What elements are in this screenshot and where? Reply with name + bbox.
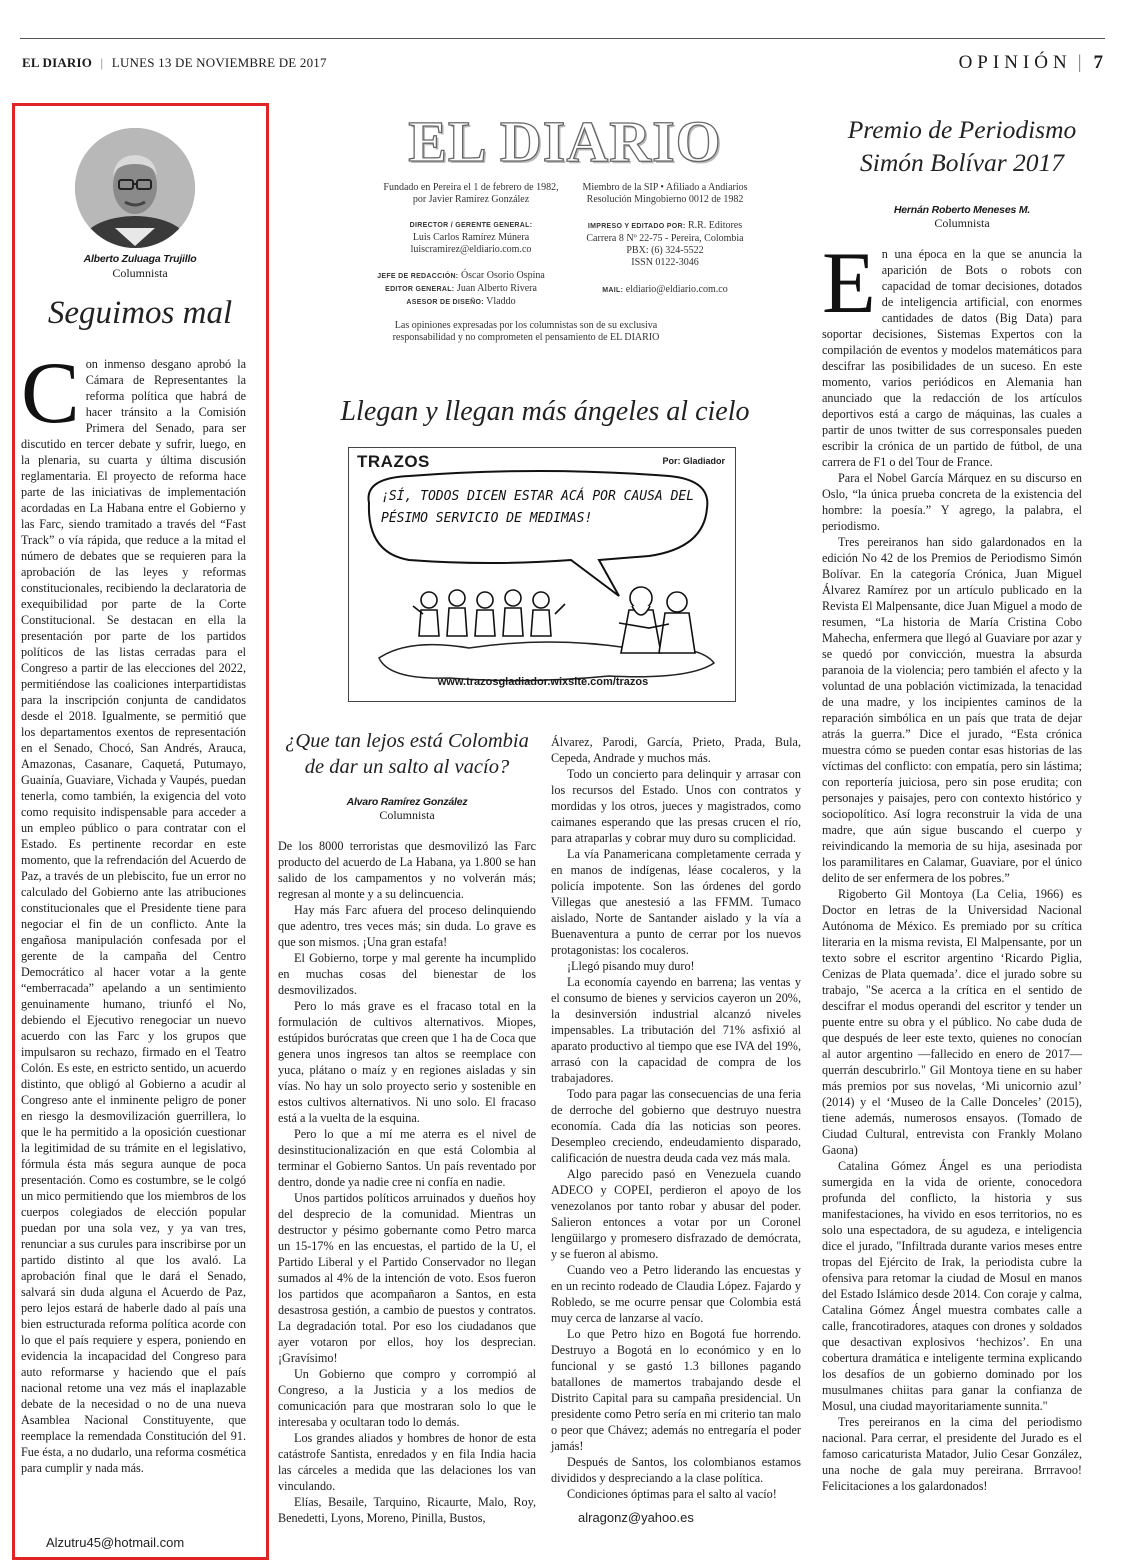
paragraph: De los 8000 terroristas que desmovilizó las Farc producto del acuerdo de La Habana, ya 1.800 se han salido de los campamentos y no volverán más; regresan al monte y a su delincuencia. [278, 839, 536, 901]
cartoon-headline: Llegan y llegan más ángeles al cielo [340, 396, 750, 427]
paragraph: El Gobierno, torpe y mal gerente ha incumplido en muchas cosas del bienestar de los desmovilizados. [278, 951, 536, 997]
paragraph: Unos partidos políticos arruinados y dueños hoy del desprecio de la comunidad. Mientras un destructor y pésimo gobernante como Petro marca un 15-17% en las encuestas, el partido de la U, el Partido Liberal y el Partido Conservador no llegan sumados al 4% de la intención de voto. Esos fueron los partidos que acompañaron a Santos, en esta desastrosa gestión, a cambio de puestos y contratos. La degradación total. Por eso los ciudadanos que ayer votaron por ellos, hoy los desprecian. ¡Gravísimo! [278, 1191, 536, 1365]
masthead-director: DIRECTOR / GERENTE GENERAL: Luis Carlos Ramírez Múnera luiscramirez@eldiario.com.co [409, 222, 533, 255]
paper-name: EL DIARIO [22, 55, 93, 70]
left-paragraph: on inmenso desgano aprobó la Cámara de Representantes la reforma política que habrá de hacer tránsito a la Comisión Primera del Senado, para ser discutido en tercer debate y sufrir, luego, en la plenaria, su cuarta y última discusión reglamentaria. El proyecto de reforma hace parte de las iniciativas de implementación acordadas en La Habana entre el Gobierno y las Farc, siendo tramitado a través del “Fast Track” o vía rápida, que reduce a la mitad el número de debates que se requieren para la aprobación de las leyes y reformas constitucionales, recibiendo la declaratoria de exequibilidad por parte de la Corte Constitucional. Se destacan en ella la presentación por parte de los partidos políticos de las listas cerradas para el Congreso a partir de las elecciones del 2022, permitiéndose las coaliciones interpartidistas para la inscripción conjunta de candidatos desde el 2018. Igualmente, se permitió que los departamentos exentos de representación en el Senado, Chocó, San Andrés, Arauca, Amazonas, Casanare, Caquetá, Putumayo, Guainía, Guaviare, Vichada y Vaupés, puedan tenerla, como también, la exigencia del voto como requisito indispensable para acceder a un empleo público o para contratar con el Estado. Es pertinente recordar en este momento, que la refrendación del Acuerdo de Paz, a través de un plebiscito, fue un error no calculado del Gobierno ante las atribuciones constitucionales que el Presidente tiene para negociar el fin de un conflicto. Ante la engañosa manipulación confesada por el gerente de la campaña del Centro Democrático al hacer votar a la gente “emberracada” apelando a un sentimiento genuinamente humano, triunfó el No, debiendo el Ejecutivo renegociar un nuevo acuerdo con las Farc y los grupos que impulsaron su rechazo, firmado en el Teatro Colón. Es este, en estricto sentido, un acuerdo distinto, que obligó al Gobierno a acudir al Congreso ante el inminente peligro de poner en riesgo la desmovilización guerrillera, lo que le ha permitido a la oposición cuestionar la legitimidad de su trámite en el legislativo, fórmula ésta más segura aunque de poca presentación. Como es costumbre, se le colgó un mico permitiendo que los miembros de los cuerpos colegiados de elección popular puedan por una sola vez, y ya van tres, renunciar a sus curules para inscribirse por un partido distinto al que los avaló. La aprobación final que le dará el Senado, salvará sin duda alguna el Acuerdo de Paz, pero lejos estará de haberle dado al país una bien estructurada reforma política acorde con lo que el país requiere y espera, poniendo en evidencia la incapacidad del Congreso para auto reformarse y haciendo que el país nacional retome una vez más el inaplazable debate de la necesidad o no de una nueva Asamblea Nacional Constituyente, que reemplace la remendada Constitución del 91. Fue ésta, a no dudarlo, una reforma cosmética para cumplir y nada más. [21, 357, 246, 1475]
masthead-founded: Fundado en Pereira el 1 de febrero de 1982, por Javier Ramírez González [383, 182, 559, 205]
header-date: LUNES 13 DE NOVIEMBRE DE 2017 [111, 55, 327, 70]
masthead-member: Miembro de la SIP • Afiliado a Andiarios Resolución Mingobierno 0012 de 1982 [582, 182, 748, 205]
author-avatar [75, 128, 195, 248]
header-separator-right: | [1077, 52, 1082, 73]
left-article-body [21, 345, 246, 1476]
right-article-body [822, 235, 1082, 1494]
right-article-title: Premio de Periodismo Simón Bolívar 2017 [847, 115, 1077, 177]
author-portrait-icon [75, 128, 195, 248]
left-article-title: Seguimos mal [47, 295, 233, 331]
right-dropcap: E [822, 235, 876, 332]
paragraph: Algo parecido pasó en Venezuela cuando ADECO y COPEI, perdieron el apoyo de los venezolanos por tanto robar y abusar del poder. Salieron entonces a votar por un Coronel lengüilargo y promesero disfrazado de demócrata, y se fueron al abismo. [551, 1167, 801, 1261]
paragraph: n una época en la que se anuncia la aparición de Bots o robots con capacidad de tomar decisiones, dotados de inteligencia artificial, con enormes cantidades de datos (Big Data) para soportar decisiones, Sistemas Expertos con la compilación de eventos y modelos matemáticos para descifrar las posibilidades de un suceso. En este momento, varios periódicos en Alemania han anunciado que la redacción de los artículos deportivos está a cargo de máquinas, las cuales a partir de unos twitter de sus corresponsales pueden escribir la crónica de un partido de fútbol, de una carrera de F1 o del Tour de France. [822, 247, 1082, 469]
paragraph: Elías, Besaile, Tarquino, Ricaurte, Malo, Roy, Benedetti, Lyons, Moreno, Pinilla, Bustos, [278, 1495, 536, 1525]
paragraph: Para el Nobel García Márquez en su discurso en Oslo, “la única prueba concreta de la existencia del hombre: la poesía.” Y agrego, la palabra, el periodismo. [822, 471, 1082, 533]
paragraph: Catalina Gómez Ángel es una periodista sumergida en la vida de oriente, conocedora profunda del conflicto, la historia y sus manifestaciones, ha vivido en esos territorios, no es solo una espectadora, de su agudeza, e inteligencia dice el jurado, "Infiltrada durante varios meses entre tropas del Ejército de Irak, la periodista cubre la ofensiva para retomar la ciudad de Mosul en manos del Estado Islámico desde 2014. Con coraje y calma, Catalina Gómez Ángel muestra combates calle a calle, francotiradores, ataques con drones y soldados que desactivan explosivos ‘hechizos’. En una cobertura dramática e inteligente termina explicando los desafíos de un gobierno dominado por los musulmanes chiitas para ganar la confianza de Mosul, una ciudad mayoritariamente sunnita." [822, 1159, 1082, 1413]
paragraph: Rigoberto Gil Montoya (La Celia, 1966) es Doctor en letras de la Universidad Nacional Autónoma de México. Es premiado por su crítica literaria en la misma revista, El Malpensante, por un texto sobre el escritor argentino ‘Ricardo Piglia, Cenizas de Plata quemada’. dice el jurado sobre su trabajo, "Se acerca a la crítica en el sentido de descifrar el modus operandi del escritor y tender un puente entre su obra y el público. No cabe duda de que después de leer este texto, quienes no conocían al autor argentino —fallecido en enero de 2017— querrán descubrirlo." Gil Montoya tiene en su haber más premios por sus novelas, ‘Mi unicornio azul’ (2014) y el ‘Museo de la Calle Donceles’ (2015), tiene además, numerosos ensayos. (Tomado de Ciudad Cultural, entrevista con Frankly Molano Gaona) [822, 887, 1082, 1157]
paragraph: La economía cayendo en barrena; las ventas y el consumo de bienes y servicios cayeron un 20%, la desinversión industrial alcanzó niveles impensables. La tributación del 71% asfixió al aparato productivo al tiempo que ese IVA del 19%, arrasó con la capacidad de compra de los trabajadores. [551, 975, 801, 1085]
cartoon-panel [348, 447, 736, 702]
center-article-col2 [551, 734, 801, 1502]
masthead-disclaimer: Las opiniones expresadas por los columnistas son de su exclusiva responsabilidad y no comprometen el pensamiento de EL DIARIO [392, 320, 660, 343]
center-author-email: alragonz@yahoo.es [578, 1510, 694, 1525]
paragraph: Tres pereiranos en la cima del periodismo nacional. Para cerrar, el presidente del Jurado es el famoso caricaturista Matador, Julio Cesar González, una noche de gala muy pereirana. Brrravoo! Felicitaciones a los galardonados! [822, 1415, 1082, 1493]
paragraph: Los grandes aliados y hombres de honor de esta catástrofe Santista, enredados y en fila India hacia las cárceles a medida que las delaciones los van vinculando. [278, 1431, 536, 1493]
paragraph: Todo un concierto para delinquir y arrasar con los recursos del Estado. Unos con contratos y mordidas y los otros, jueces y magistrados, como caimanes esperando que las presas crucen el río, para atraparlas y cobrar muy duro su complicidad. [551, 767, 801, 845]
masthead-mail: MAIL: eldiario@eldiario.com.co [602, 284, 728, 295]
paragraph: Cuando veo a Petro liderando las encuestas y en un recinto rodeado de Claudia López. Fajardo y Robledo, se me ocurre pensar que Colombia está muy cerca de lanzarse al vacío. [551, 1263, 801, 1325]
right-author-name: Hernán Roberto Meneses M. [893, 204, 1031, 216]
left-dropcap: C [21, 345, 80, 442]
masthead-logo: EL DIARIO [408, 109, 722, 174]
right-author-role: Columnista [934, 216, 990, 230]
paragraph: Hay más Farc afuera del proceso delinquiendo que adentro, tres veces más; sin duda. Lo grave es que son mismos. ¡Una gran estafa! [278, 903, 536, 949]
header-rule [20, 38, 1105, 39]
left-author-name: Alberto Zuluaga Trujillo [83, 253, 197, 265]
paragraph: ¡Llegó pisando muy duro! [567, 959, 695, 973]
header-separator: | [100, 55, 104, 70]
paragraph: Pero lo más grave es el fracaso total en la formulación de cultivos alternativos. Miopes, estúpidos burócratas que creen que 1 ha de Coca que genera unos ingresos tan altos se reemplace con yuca, plátano o maíz y en regiones aisladas y sin vías. No hay un solo proyecto serio y sostenible en estos cultivos alternativos. Ni uno solo. El fracaso está a la vuelta de la esquina. [278, 999, 536, 1125]
paragraph: La vía Panamericana completamente cerrada y en manos de indígenas, léase cocaleros, y la policía impotente. Son las órdenes del gordo Villegas que anestesió a las FFMM. Tumaco aislado, Norte de Santander aislado y la vía a Buenaventura a punto de cerrar por los nuevos protagonistas: los cocaleros. [551, 847, 801, 957]
page-number: 7 [1093, 52, 1103, 73]
paragraph: Condiciones óptimas para el salto al vacío! [567, 1487, 777, 1501]
paragraph: Tres pereiranos han sido galardonados en la edición No 42 de los Premios de Periodismo Simón Bolívar. En la categoría Crónica, Juan Miguel Álvarez Ramírez por un artículo publicado en la Revista El Malpensante, dice Juan Miguel a modo de resumen, “La historia de María Cristina Cobo Mahecha, enfermera que llegó al Guaviare por azar y se quedó por convicción, muestra la absurda paranoia de la violencia; pero también el afecto y la voluntad de una población victimizada, la tenacidad de una madre, y los incipientes caminos de la reparación simbólica en un país que trata de dejar atrás la guerra.” Dice el jurado, “Esta crónica muestra cómo se pueden contar esas historias de las víctimas del conflicto: con empatía, pero sin lástima; con reportería juiciosa, pero sin pose erudita; con personajes y paisajes, pero con contexto histórico y sociopolítico. Así logra reconstruir la vida de una madre, que aún sigue buscando el cuerpo y reivindicando la memoria de su hija, asesinada por los paramilitares en Calamar, Guaviare, por el único delito de ser enfermera de los pobres.” [822, 535, 1082, 885]
left-author-role: Columnista [112, 266, 168, 280]
center-article-col1 [278, 838, 536, 1526]
paragraph: Pero lo que a mí me aterra es el nivel de desinstitucionalización en que está Colombia al terminar el Gobierno Santos. Un país reventado por dentro, donde ya nadie cree ni confía en nadie. [278, 1127, 536, 1189]
page-header-right [959, 52, 1103, 74]
cartoon-url: www.trazosgladiador.wixsite.com/trazos [437, 676, 649, 688]
center-author-role: Columnista [379, 808, 435, 822]
cartoon-brand: TRAZOS [357, 452, 430, 471]
paragraph: Después de Santos, los colombianos estamos divididos y despreciando a la clase política. [551, 1455, 801, 1485]
center-author-name: Alvaro Ramírez González [346, 796, 468, 808]
masthead-printing: IMPRESO Y EDITADO POR: R.R. Editores Carrera 8 Nº 22-75 - Pereira, Colombia PBX: (6) 324-5522 ISSN 0122-3046 [586, 220, 744, 268]
masthead-staff: JEFE DE REDACCIÓN: Óscar Osorio Ospina EDITOR GENERAL: Juan Alberto Rivera ASESOR DE DISEÑO: Vladdo [377, 270, 545, 307]
paragraph: Un Gobierno que compro y corrompió al Congreso, a la Justicia y a los medios de comunicación para que mostraran solo lo que le interesaba y ocultaran todo lo demás. [278, 1367, 536, 1429]
cartoon-author: Por: Gladiador [662, 456, 725, 466]
section-name: OPINIÓN [958, 52, 1072, 73]
paragraph: Álvarez, Parodi, García, Prieto, Prada, Bula, Cepeda, Andrade y muchos más. [551, 735, 801, 765]
paragraph: Todo para pagar las consecuencias de una feria de derroche del gobierno que destruyo nuestra economía. Cada día las noticias son peores. Desempleo creciendo, endeudamiento disparado, calificación de nuestra deuda cada vez más mala. [551, 1087, 801, 1165]
paragraph: Lo que Petro hizo en Bogotá fue horrendo. Destruyo a Bogotá en lo económico y en lo funcional y se gastó 1.3 billones pagando batallones de mamertos trabajando desde el Distrito Capital para su campaña presidencial. Un presidente como Petro sería en mi criterio tan malo o peor que Chávez; además no entregaría el poder jamás! [551, 1327, 801, 1453]
cartoon-speech: ¡SÍ, TODOS DICEN ESTAR ACÁ POR CAUSA DEL PÉSIMO SERVICIO DE MEDIMAS! [381, 489, 695, 526]
center-article-title: ¿Que tan lejos está Colombia de dar un salto al vacío? [285, 730, 529, 778]
page-header-left [22, 55, 327, 71]
left-author-email: Alzutru45@hotmail.com [46, 1535, 185, 1550]
